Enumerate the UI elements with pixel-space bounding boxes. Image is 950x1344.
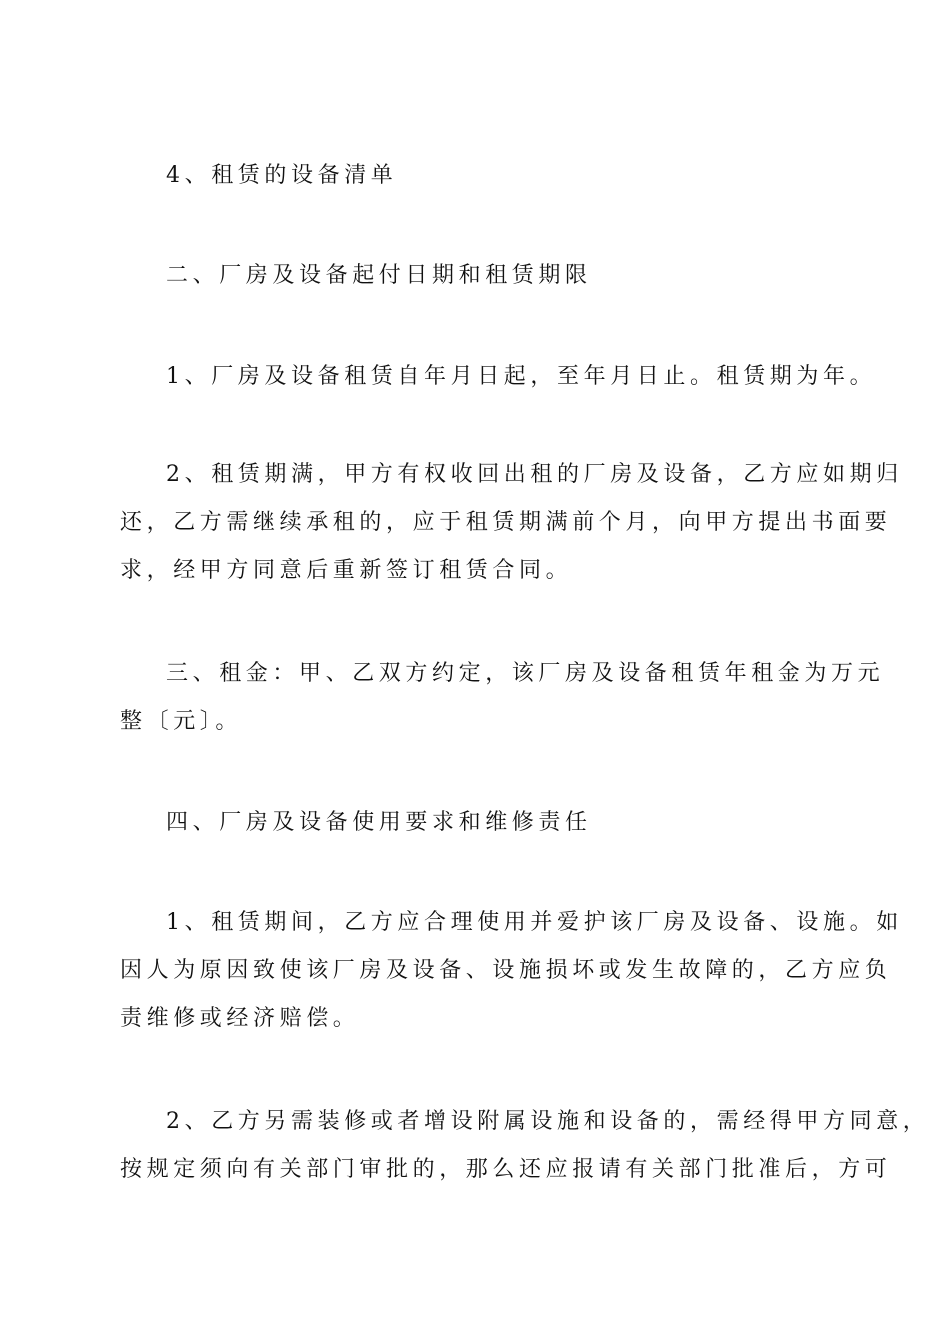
paragraph-maintenance bbox=[120, 899, 903, 1043]
paragraph-renovation bbox=[120, 1098, 930, 1194]
text-line: 2、租赁期满，甲方有权收回出租的厂房及设备，乙方应如期归 bbox=[166, 462, 903, 487]
paragraph-lease-term bbox=[120, 353, 877, 401]
text-line: 1、租赁期间，乙方应合理使用并爱护该厂房及设备、设施。如 bbox=[166, 910, 903, 935]
text-line: 求，经甲方同意后重新签订租赁合同。 bbox=[120, 558, 573, 583]
text-line: 还，乙方需继续承租的，应于租赁期满前个月，向甲方提出书面要 bbox=[120, 510, 892, 535]
text-line: 四、厂房及设备使用要求和维修责任 bbox=[166, 810, 592, 835]
text-line: 整〔元〕。 bbox=[120, 709, 243, 734]
text-line: 因人为原因致使该厂房及设备、设施损坏或发生故障的，乙方应负 bbox=[120, 958, 892, 983]
text-line: 责维修或经济赔偿。 bbox=[120, 1006, 360, 1031]
text-line: 三、租金：甲、乙双方约定，该厂房及设备租赁年租金为万元 bbox=[166, 661, 885, 686]
text-line: 1、厂房及设备租赁自年月日起，至年月日止。租赁期为年。 bbox=[166, 364, 877, 389]
text-line: 4、租赁的设备清单 bbox=[166, 163, 398, 188]
heading-section-3-rent bbox=[120, 650, 885, 746]
text-line: 按规定须向有关部门审批的，那么还应报请有关部门批准后，方可 bbox=[120, 1157, 892, 1182]
paragraph-lease-expiry bbox=[120, 451, 903, 595]
heading-section-2 bbox=[120, 252, 840, 300]
heading-section-4 bbox=[120, 799, 840, 847]
paragraph-equipment-list bbox=[120, 152, 840, 200]
text-line: 2、乙方另需装修或者增设附属设施和设备的，需经得甲方同意， bbox=[166, 1109, 930, 1134]
text-line: 二、厂房及设备起付日期和租赁期限 bbox=[166, 263, 592, 288]
